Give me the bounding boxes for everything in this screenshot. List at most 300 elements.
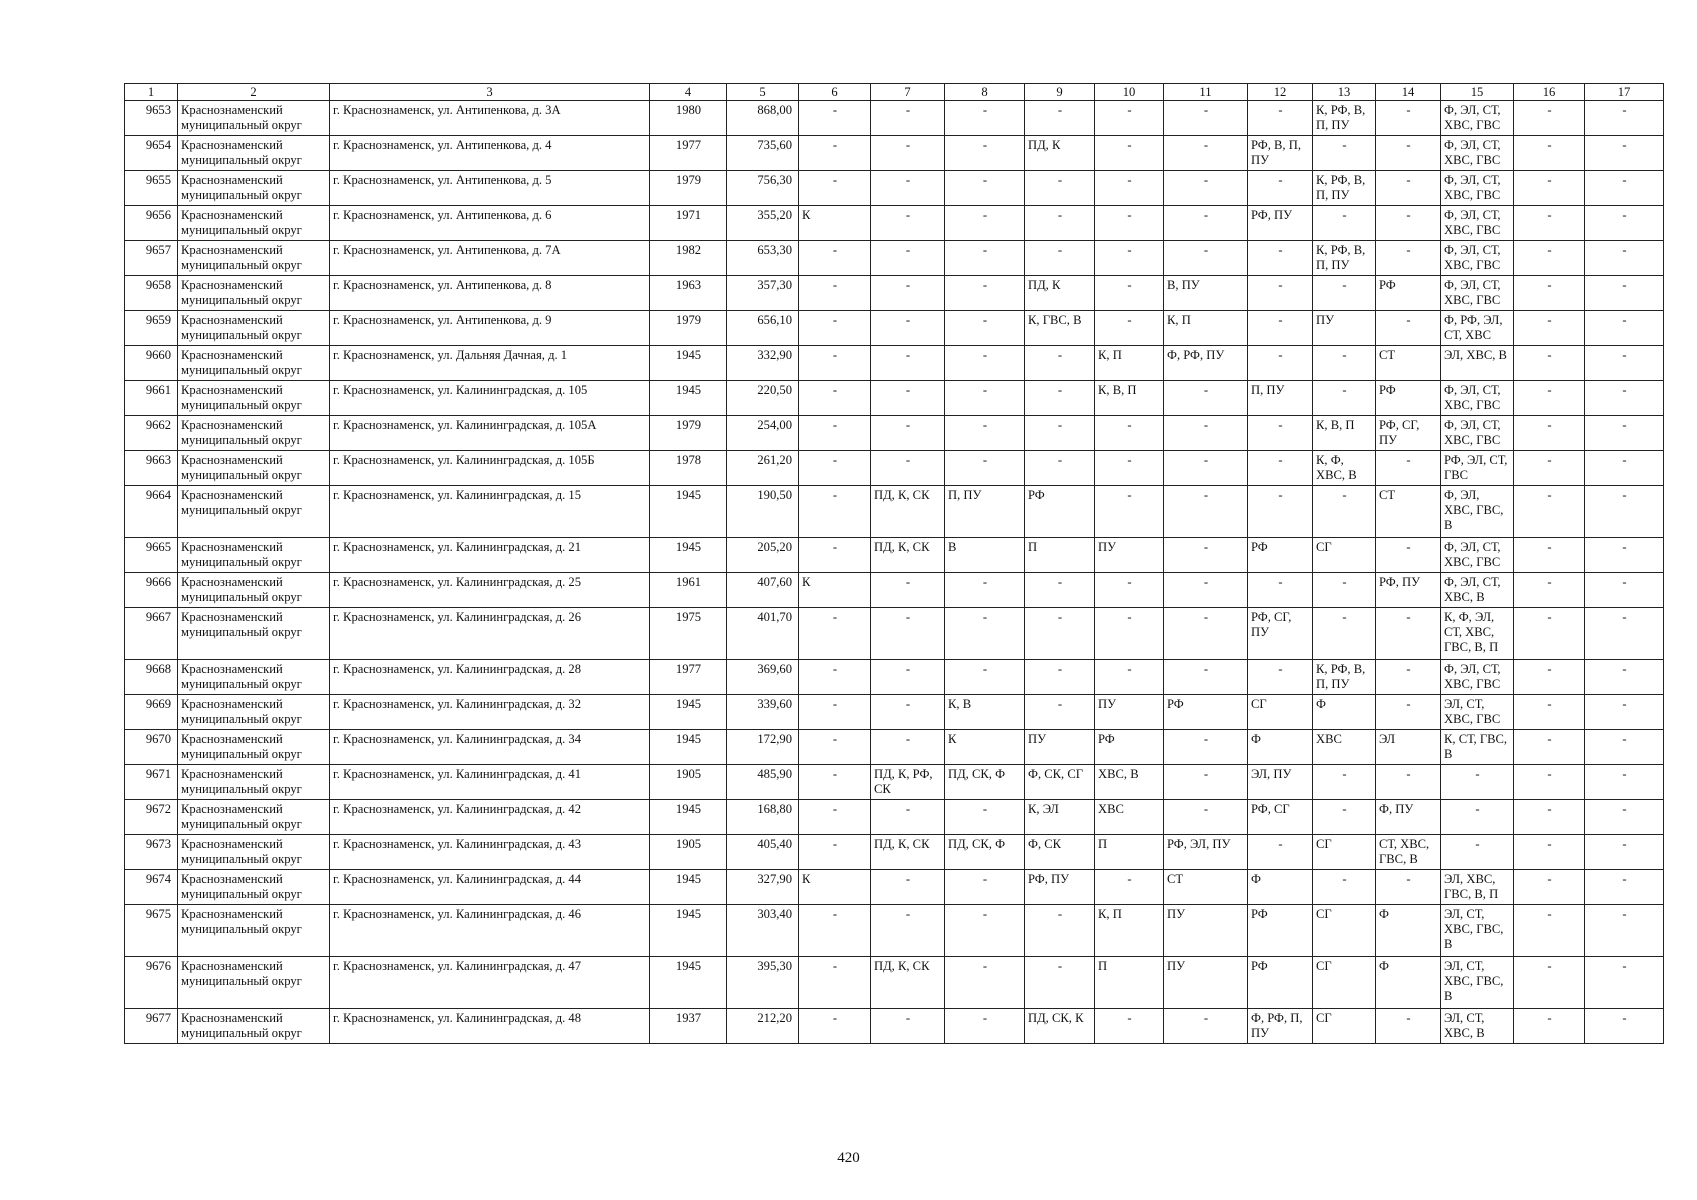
table-cell: 756,30 (727, 171, 799, 206)
table-cell: - (1514, 957, 1585, 1009)
table-cell: ПУ (1164, 905, 1248, 957)
table-cell: - (1376, 870, 1441, 905)
table-cell: 1905 (650, 765, 727, 800)
table-cell: - (1585, 695, 1664, 730)
table-cell: - (1164, 241, 1248, 276)
table-cell: Краснознаменский муниципальный округ (178, 311, 330, 346)
table-cell: - (1313, 206, 1376, 241)
table-cell: - (799, 486, 871, 538)
table-cell: - (1514, 905, 1585, 957)
table-cell: ПУ (1025, 730, 1095, 765)
table-cell: 9663 (125, 451, 178, 486)
column-header: 8 (945, 84, 1025, 101)
table-row (125, 765, 1664, 800)
table-cell: К (799, 573, 871, 608)
table-cell: - (945, 206, 1025, 241)
table-cell: К, РФ, В, П, ПУ (1313, 171, 1376, 206)
table-cell: г. Краснознаменск, ул. Калининградская, д. 43 (330, 835, 650, 870)
table-cell: 9661 (125, 381, 178, 416)
table-cell: 9668 (125, 660, 178, 695)
table-cell: Краснознаменский муниципальный округ (178, 660, 330, 695)
table-cell: г. Краснознаменск, ул. Калининградская, д. 15 (330, 486, 650, 538)
table-cell: 1979 (650, 311, 727, 346)
table-cell: г. Краснознаменск, ул. Калининградская, д. 105Б (330, 451, 650, 486)
table-cell: Краснознаменский муниципальный округ (178, 101, 330, 136)
table-cell: 1977 (650, 660, 727, 695)
table-cell: К, П (1095, 346, 1164, 381)
table-cell: Краснознаменский муниципальный округ (178, 870, 330, 905)
column-header: 5 (727, 84, 799, 101)
table-cell: Краснознаменский муниципальный округ (178, 730, 330, 765)
table-cell: - (871, 870, 945, 905)
table-cell: РФ (1376, 381, 1441, 416)
table-cell: СГ (1313, 957, 1376, 1009)
table-cell: Ф, ЭЛ, СТ, ХВС, ГВС (1441, 416, 1514, 451)
table-cell: К, РФ, В, П, ПУ (1313, 660, 1376, 695)
column-header: 17 (1585, 84, 1664, 101)
table-cell: - (1376, 765, 1441, 800)
table-cell: - (945, 800, 1025, 835)
table-row (125, 957, 1664, 1009)
table-cell: - (945, 870, 1025, 905)
table-cell: - (1514, 241, 1585, 276)
table-cell: - (799, 538, 871, 573)
table-cell: - (871, 136, 945, 171)
table-cell: - (1376, 451, 1441, 486)
table-cell: - (1376, 136, 1441, 171)
table-cell: Краснознаменский муниципальный округ (178, 695, 330, 730)
table-cell: ПД, К, СК (871, 835, 945, 870)
column-header: 1 (125, 84, 178, 101)
table-cell: - (1248, 101, 1313, 136)
table-cell: 656,10 (727, 311, 799, 346)
table-cell: Ф, ЭЛ, СТ, ХВС, ГВС (1441, 206, 1514, 241)
table-cell: - (799, 730, 871, 765)
table-row (125, 573, 1664, 608)
table-cell: К, ЭЛ (1025, 800, 1095, 835)
table-cell: РФ, ЭЛ, ПУ (1164, 835, 1248, 870)
table-cell: К, П (1095, 905, 1164, 957)
column-header: 9 (1025, 84, 1095, 101)
table-cell: - (799, 660, 871, 695)
table-row (125, 870, 1664, 905)
table-cell: ПУ (1313, 311, 1376, 346)
table-cell: 9662 (125, 416, 178, 451)
table-cell: - (1313, 870, 1376, 905)
table-cell: ЭЛ, ПУ (1248, 765, 1313, 800)
table-cell: Краснознаменский муниципальный округ (178, 957, 330, 1009)
table-cell: - (1585, 311, 1664, 346)
table-cell: ХВС (1313, 730, 1376, 765)
table-row (125, 905, 1664, 957)
table-cell: 9667 (125, 608, 178, 660)
table-cell: ЭЛ, СТ, ХВС, ГВС, В (1441, 957, 1514, 1009)
table-cell: - (1514, 416, 1585, 451)
table-cell: - (1095, 311, 1164, 346)
column-header: 12 (1248, 84, 1313, 101)
table-cell: - (1095, 416, 1164, 451)
table-cell: - (871, 695, 945, 730)
table-cell: - (1313, 346, 1376, 381)
table-cell: 1978 (650, 451, 727, 486)
table-cell: - (1585, 765, 1664, 800)
table-cell: - (871, 171, 945, 206)
table-cell: ПД, СК, Ф (945, 765, 1025, 800)
table-cell: Ф (1248, 870, 1313, 905)
table-row (125, 276, 1664, 311)
table-cell: РФ (1095, 730, 1164, 765)
table-cell: 9671 (125, 765, 178, 800)
table-cell: 172,90 (727, 730, 799, 765)
table-cell: 407,60 (727, 573, 799, 608)
table-cell: Ф, ЭЛ, СТ, ХВС, ГВС (1441, 538, 1514, 573)
column-header: 13 (1313, 84, 1376, 101)
table-cell: - (799, 451, 871, 486)
table-cell: - (1585, 451, 1664, 486)
table-cell: - (1514, 870, 1585, 905)
table-cell: 1945 (650, 730, 727, 765)
table-cell: - (1025, 346, 1095, 381)
table-cell: ХВС, В (1095, 765, 1164, 800)
table-cell: 1979 (650, 416, 727, 451)
table-cell: - (1095, 1009, 1164, 1044)
table-cell: г. Краснознаменск, ул. Антипенкова, д. 3А (330, 101, 650, 136)
table-cell: Ф, ЭЛ, СТ, ХВС, ГВС (1441, 171, 1514, 206)
table-cell: Ф, РФ, ЭЛ, СТ, ХВС (1441, 311, 1514, 346)
table-cell: 9659 (125, 311, 178, 346)
table-cell: 9673 (125, 835, 178, 870)
table-cell: Ф (1376, 905, 1441, 957)
table-cell: - (1376, 538, 1441, 573)
table-cell: Ф, ПУ (1376, 800, 1441, 835)
table-cell: - (1025, 905, 1095, 957)
table-cell: 1945 (650, 870, 727, 905)
table-cell: СГ (1313, 835, 1376, 870)
table-row (125, 538, 1664, 573)
table-cell: 339,60 (727, 695, 799, 730)
table-cell: - (945, 451, 1025, 486)
table-cell: - (1514, 800, 1585, 835)
table-cell: - (1248, 451, 1313, 486)
table-cell: - (1248, 660, 1313, 695)
table-cell: 332,90 (727, 346, 799, 381)
table-cell: - (1585, 957, 1664, 1009)
data-table (124, 83, 1664, 1044)
table-cell: ЭЛ, СТ, ХВС, ГВС, В (1441, 905, 1514, 957)
table-cell: Краснознаменский муниципальный округ (178, 800, 330, 835)
table-cell: - (799, 957, 871, 1009)
table-cell: - (1248, 276, 1313, 311)
table-cell: Краснознаменский муниципальный округ (178, 1009, 330, 1044)
table-cell: 9672 (125, 800, 178, 835)
table-row (125, 101, 1664, 136)
table-cell: - (1313, 381, 1376, 416)
table-cell: - (1585, 416, 1664, 451)
table-cell: ХВС (1095, 800, 1164, 835)
table-cell: - (945, 276, 1025, 311)
table-cell: П (1095, 957, 1164, 1009)
table-cell: - (871, 206, 945, 241)
table-cell: РФ, ПУ (1248, 206, 1313, 241)
table-cell: Ф, СК (1025, 835, 1095, 870)
table-cell: - (1095, 608, 1164, 660)
table-cell: - (799, 171, 871, 206)
column-header: 14 (1376, 84, 1441, 101)
table-cell: - (1025, 206, 1095, 241)
table-cell: - (1514, 171, 1585, 206)
table-cell: 357,30 (727, 276, 799, 311)
table-cell: Краснознаменский муниципальный округ (178, 905, 330, 957)
table-cell: - (1095, 171, 1164, 206)
table-cell: ПУ (1164, 957, 1248, 1009)
table-row (125, 695, 1664, 730)
table-cell: К, В, П (1313, 416, 1376, 451)
table-cell: 9675 (125, 905, 178, 957)
table-cell: 1945 (650, 957, 727, 1009)
table-cell: г. Краснознаменск, ул. Антипенкова, д. 5 (330, 171, 650, 206)
table-cell: - (1095, 241, 1164, 276)
table-cell: - (1585, 870, 1664, 905)
table-cell: - (1164, 800, 1248, 835)
table-cell: СТ (1164, 870, 1248, 905)
table-cell: - (1585, 241, 1664, 276)
table-cell: 1945 (650, 346, 727, 381)
table-cell: - (871, 608, 945, 660)
table-cell: - (1025, 416, 1095, 451)
table-cell: - (1248, 416, 1313, 451)
table-cell: г. Краснознаменск, ул. Калининградская, д. 32 (330, 695, 650, 730)
table-cell: - (1514, 835, 1585, 870)
table-row (125, 660, 1664, 695)
table-cell: Краснознаменский муниципальный округ (178, 765, 330, 800)
table-cell: - (945, 241, 1025, 276)
table-body (125, 101, 1664, 1044)
table-cell: Ф, РФ, ПУ (1164, 346, 1248, 381)
table-cell: - (1585, 136, 1664, 171)
table-cell: г. Краснознаменск, ул. Калининградская, д. 21 (330, 538, 650, 573)
table-cell: 369,60 (727, 660, 799, 695)
table-cell: 1977 (650, 136, 727, 171)
table-cell: - (1514, 1009, 1585, 1044)
table-cell: - (1025, 101, 1095, 136)
table-cell: 405,40 (727, 835, 799, 870)
column-header: 6 (799, 84, 871, 101)
table-cell: - (1248, 311, 1313, 346)
table-cell: - (1164, 451, 1248, 486)
table-row (125, 171, 1664, 206)
table-cell: - (1025, 451, 1095, 486)
table-cell: - (1164, 136, 1248, 171)
table-row (125, 206, 1664, 241)
table-cell: - (1441, 835, 1514, 870)
table-cell: - (1514, 101, 1585, 136)
table-cell: - (1025, 573, 1095, 608)
table-cell: - (871, 311, 945, 346)
table-cell: РФ, В, П, ПУ (1248, 136, 1313, 171)
table-cell: Краснознаменский муниципальный округ (178, 835, 330, 870)
table-cell: - (945, 381, 1025, 416)
table-cell: - (945, 346, 1025, 381)
table-cell: - (945, 608, 1025, 660)
table-cell: - (945, 1009, 1025, 1044)
table-cell: - (945, 101, 1025, 136)
table-cell: - (1514, 765, 1585, 800)
table-cell: - (1164, 101, 1248, 136)
table-cell: - (1376, 171, 1441, 206)
table-cell: - (1248, 835, 1313, 870)
table-cell: - (1095, 451, 1164, 486)
table-cell: - (1585, 835, 1664, 870)
table-row (125, 608, 1664, 660)
table-cell: г. Краснознаменск, ул. Антипенкова, д. 4 (330, 136, 650, 171)
table-cell: Ф, ЭЛ, СТ, ХВС, ГВС (1441, 136, 1514, 171)
table-cell: К, Ф, ХВС, В (1313, 451, 1376, 486)
table-cell: - (871, 381, 945, 416)
table-row (125, 730, 1664, 765)
table-cell: - (1441, 800, 1514, 835)
table-cell: - (799, 241, 871, 276)
page-number: 420 (837, 1150, 860, 1166)
table-cell: - (1313, 573, 1376, 608)
table-cell: - (945, 905, 1025, 957)
table-cell: 1937 (650, 1009, 727, 1044)
table-cell: - (1095, 136, 1164, 171)
table-cell: 9653 (125, 101, 178, 136)
table-cell: - (1313, 276, 1376, 311)
table-cell: - (799, 276, 871, 311)
table-row (125, 311, 1664, 346)
table-cell: СГ (1313, 1009, 1376, 1044)
table-cell: 327,90 (727, 870, 799, 905)
table-cell: - (1025, 695, 1095, 730)
table-cell: - (799, 905, 871, 957)
table-cell: - (1376, 241, 1441, 276)
table-row (125, 241, 1664, 276)
table-cell: Краснознаменский муниципальный округ (178, 451, 330, 486)
table-cell: РФ, СГ, ПУ (1376, 416, 1441, 451)
table-cell: К, РФ, В, П, ПУ (1313, 101, 1376, 136)
table-cell: - (1585, 346, 1664, 381)
table-cell: - (799, 416, 871, 451)
table-cell: РФ, СГ, ПУ (1248, 608, 1313, 660)
table-cell: 261,20 (727, 451, 799, 486)
table-cell: - (1514, 276, 1585, 311)
table-cell: - (1514, 573, 1585, 608)
table-cell: РФ, ПУ (1025, 870, 1095, 905)
table-cell: - (1514, 311, 1585, 346)
table-cell: - (1025, 660, 1095, 695)
table-cell: - (1164, 206, 1248, 241)
table-cell: РФ (1164, 695, 1248, 730)
table-cell: К, П (1164, 311, 1248, 346)
table-cell: 9670 (125, 730, 178, 765)
table-cell: Краснознаменский муниципальный округ (178, 171, 330, 206)
table-cell: - (1248, 573, 1313, 608)
column-header: 15 (1441, 84, 1514, 101)
table-cell: - (1585, 206, 1664, 241)
table-cell: В, ПУ (1164, 276, 1248, 311)
table-cell: - (799, 136, 871, 171)
table-cell: ЭЛ, СТ, ХВС, В (1441, 1009, 1514, 1044)
table-cell: 220,50 (727, 381, 799, 416)
table-cell: - (1585, 1009, 1664, 1044)
table-cell: - (1514, 486, 1585, 538)
table-cell: 1971 (650, 206, 727, 241)
table-cell: 355,20 (727, 206, 799, 241)
table-cell: - (1514, 538, 1585, 573)
table-cell: 9655 (125, 171, 178, 206)
table-cell: - (1025, 957, 1095, 1009)
table-cell: - (1164, 416, 1248, 451)
table-cell: 9676 (125, 957, 178, 1009)
column-header: 11 (1164, 84, 1248, 101)
table-cell: РФ (1248, 957, 1313, 1009)
table-cell: - (871, 241, 945, 276)
table-cell: - (1514, 695, 1585, 730)
table-cell: К (799, 870, 871, 905)
table-cell: г. Краснознаменск, ул. Калининградская, д. 42 (330, 800, 650, 835)
table-cell: 9658 (125, 276, 178, 311)
table-cell: - (799, 695, 871, 730)
table-cell: - (945, 136, 1025, 171)
table-cell: Ф, ЭЛ, СТ, ХВС, В (1441, 573, 1514, 608)
table-cell: 303,40 (727, 905, 799, 957)
table-cell: П (1025, 538, 1095, 573)
table-cell: 9660 (125, 346, 178, 381)
table-cell: П, ПУ (1248, 381, 1313, 416)
table-cell: 1982 (650, 241, 727, 276)
table-cell: Ф (1248, 730, 1313, 765)
table-cell: 1905 (650, 835, 727, 870)
table-row (125, 346, 1664, 381)
table-cell: 1945 (650, 538, 727, 573)
table-cell: Ф, ЭЛ, ХВС, ГВС, В (1441, 486, 1514, 538)
table-cell: - (1585, 486, 1664, 538)
table-cell: - (945, 957, 1025, 1009)
table-row (125, 800, 1664, 835)
table-cell: 868,00 (727, 101, 799, 136)
table-cell: - (1514, 206, 1585, 241)
table-cell: РФ (1376, 276, 1441, 311)
table-cell: 190,50 (727, 486, 799, 538)
table-cell: ПУ (1095, 695, 1164, 730)
table-cell: - (1376, 608, 1441, 660)
table-cell: - (871, 276, 945, 311)
table-cell: К, ГВС, В (1025, 311, 1095, 346)
table-cell: 1975 (650, 608, 727, 660)
table-cell: г. Краснознаменск, ул. Калининградская, д. 28 (330, 660, 650, 695)
table-cell: 168,80 (727, 800, 799, 835)
table-cell: - (1095, 101, 1164, 136)
table-cell: 1945 (650, 486, 727, 538)
table-cell: - (1514, 730, 1585, 765)
table-cell: 9674 (125, 870, 178, 905)
table-cell: - (871, 416, 945, 451)
table-cell: - (871, 800, 945, 835)
table-cell: - (1095, 660, 1164, 695)
table-cell: - (871, 573, 945, 608)
table-cell: - (1585, 905, 1664, 957)
table-cell: - (945, 171, 1025, 206)
table-cell: РФ, ЭЛ, СТ, ГВС (1441, 451, 1514, 486)
table-cell: - (1585, 660, 1664, 695)
table-cell: 9654 (125, 136, 178, 171)
table-cell: г. Краснознаменск, ул. Калининградская, д. 46 (330, 905, 650, 957)
table-cell: г. Краснознаменск, ул. Калининградская, д. 41 (330, 765, 650, 800)
table-cell: - (1025, 171, 1095, 206)
table-cell: РФ, СГ (1248, 800, 1313, 835)
table-cell: - (1095, 276, 1164, 311)
